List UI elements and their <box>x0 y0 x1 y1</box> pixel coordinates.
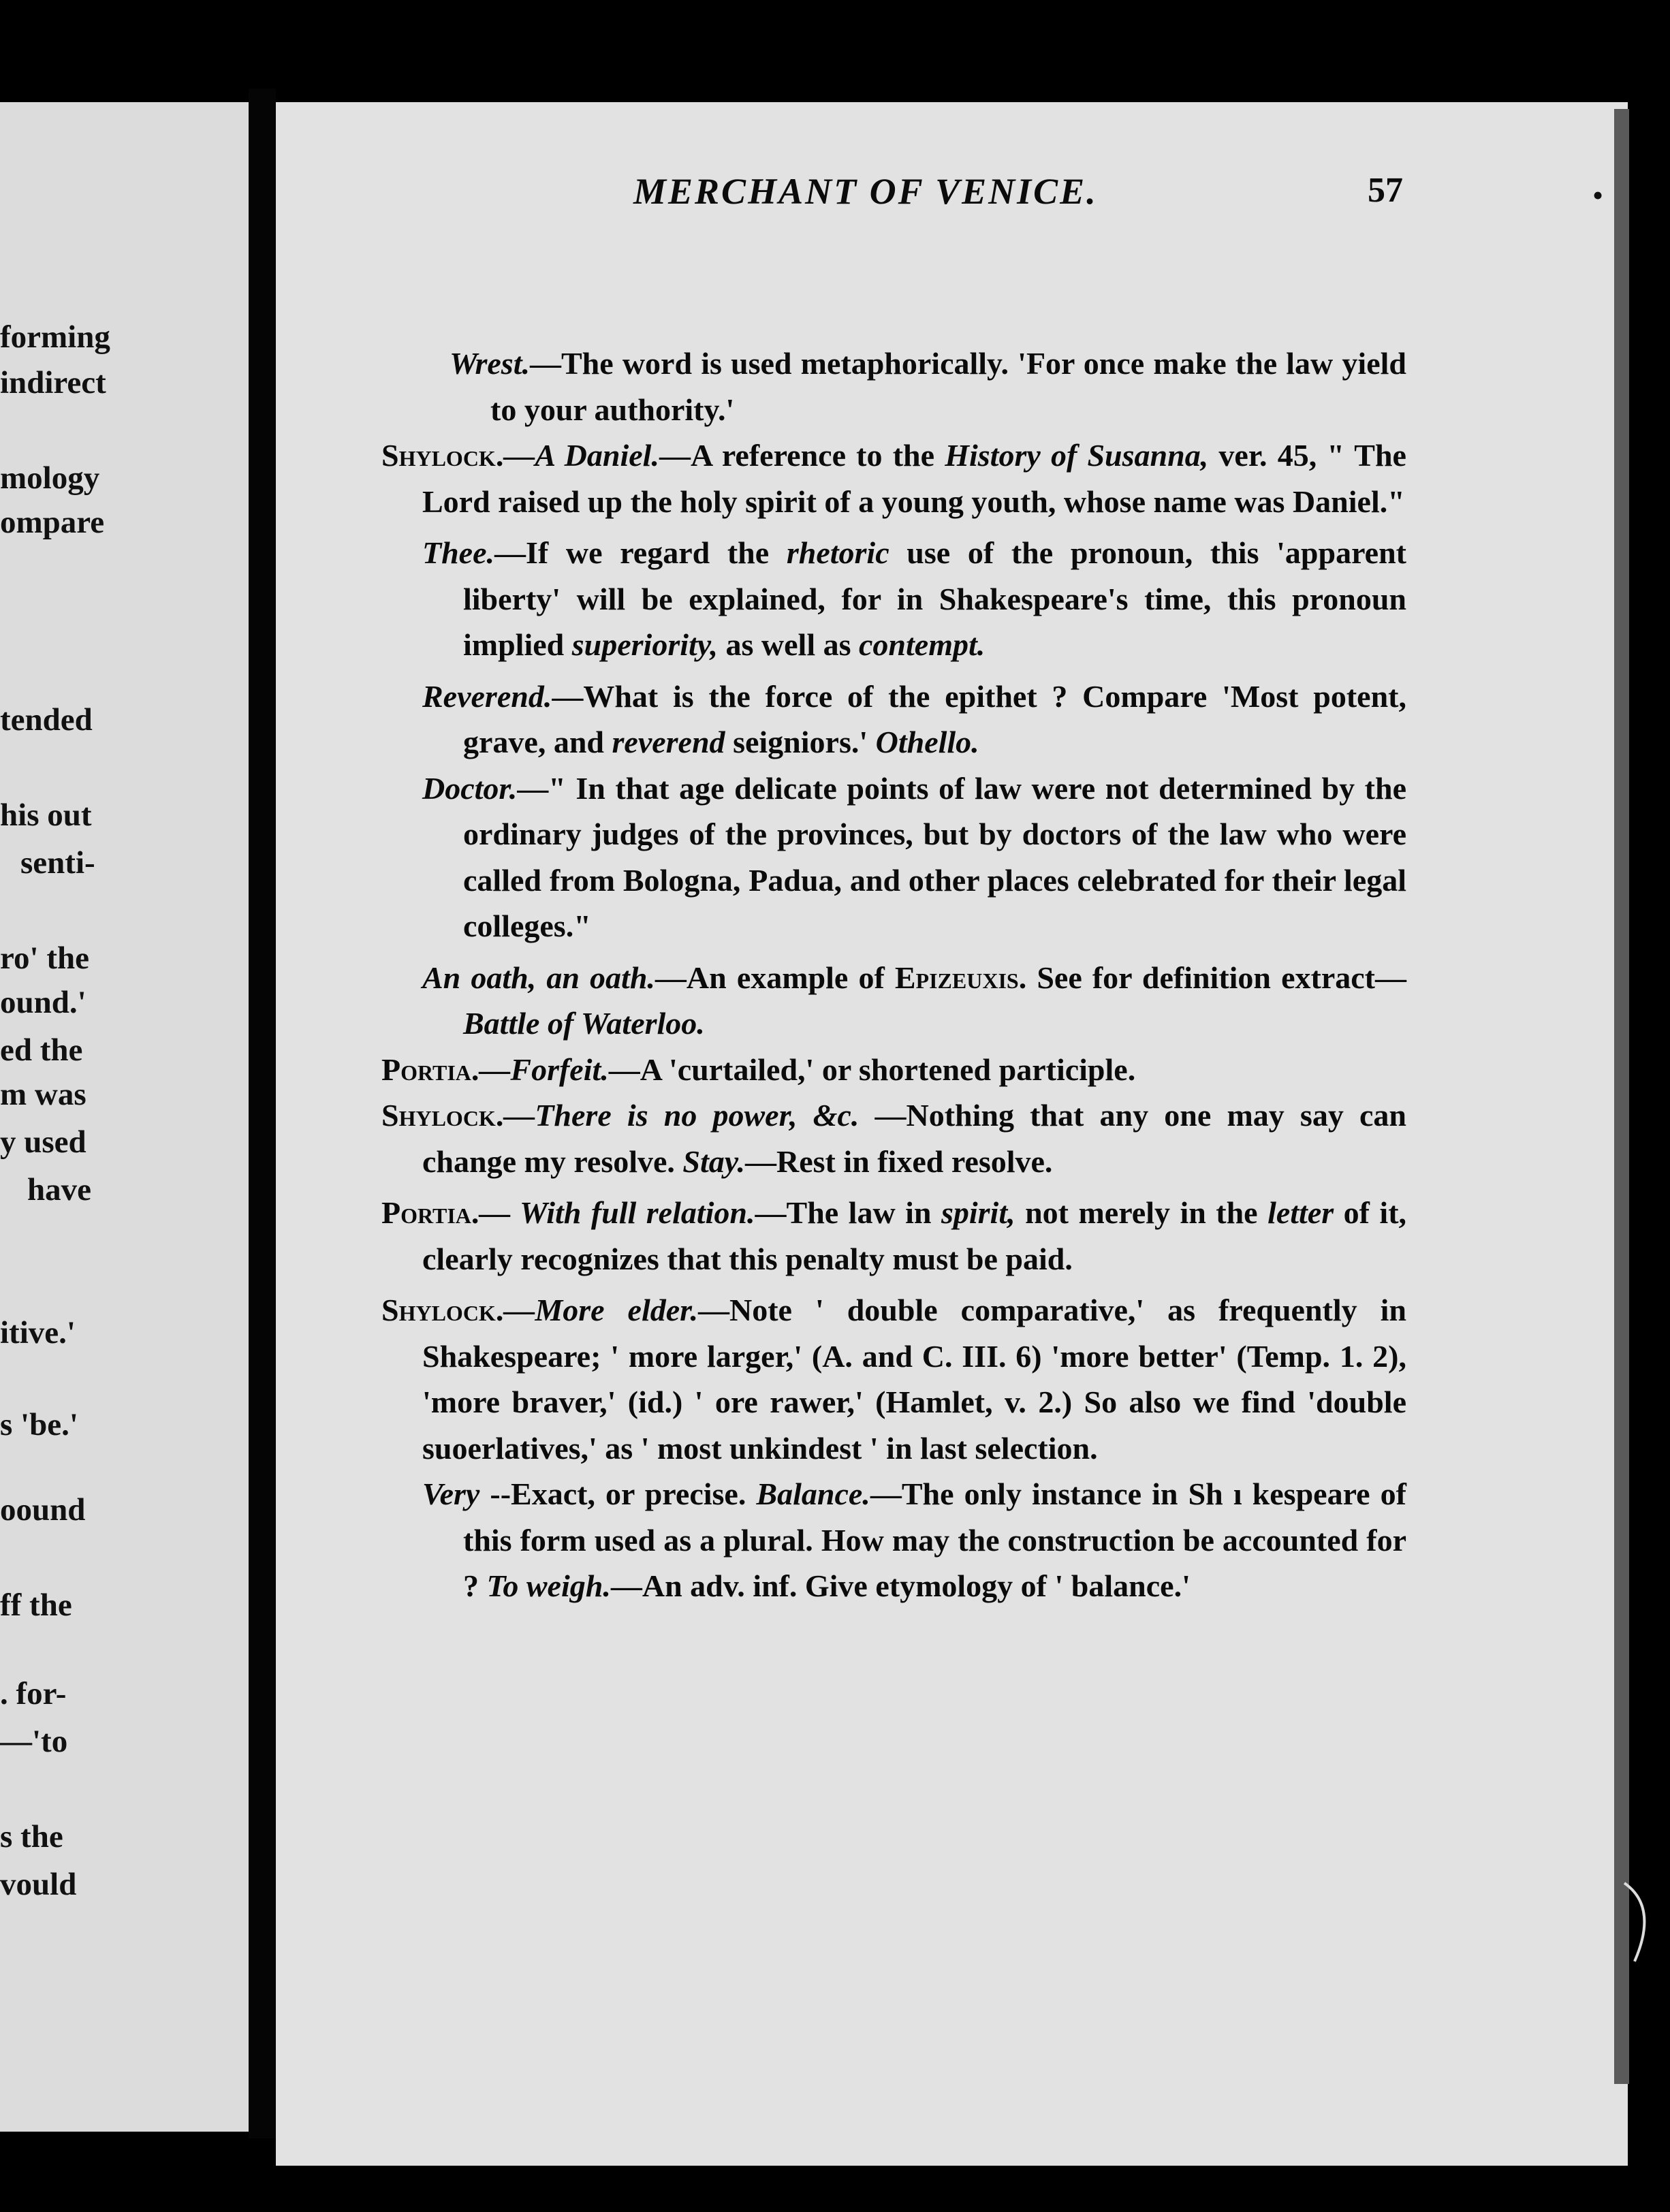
speaker-name: Portia. <box>381 1052 479 1087</box>
note-entry <box>381 1190 1407 1282</box>
note-text: —The law in <box>755 1195 941 1230</box>
note-entry <box>381 1047 1406 1093</box>
book-gutter <box>249 89 276 2138</box>
left-page-text: vould <box>0 1867 77 1902</box>
left-page-text: itive.' <box>0 1315 76 1350</box>
left-page-text: s the <box>0 1819 63 1854</box>
running-title: MERCHANT OF VENICE. <box>633 171 1098 212</box>
speaker-name: Shylock. <box>381 1293 504 1327</box>
left-page-text: senti- <box>20 845 95 881</box>
left-page-text: forming <box>0 319 110 355</box>
left-page-text: ed the <box>0 1032 83 1068</box>
left-page-text: indirect <box>0 365 106 400</box>
note-lemma: —There is no power, &c. <box>503 1098 860 1133</box>
note-text: --Exact, or precise. <box>479 1476 757 1511</box>
note-text: of it, clearly recognizes that this penalty must be paid. <box>422 1195 1407 1276</box>
note-lemma: Wrest. <box>450 346 530 381</box>
speaker-name: Portia. <box>381 1195 479 1230</box>
note-emphasis: Othello. <box>875 725 979 759</box>
left-page-text: . for- <box>0 1676 67 1711</box>
left-page-text: tended <box>0 702 93 738</box>
left-page-text: mology <box>0 460 100 496</box>
left-page-text: ound.' <box>0 985 86 1020</box>
note-entry <box>422 1471 1406 1609</box>
note-text: ver. 45, " The Lord raised up the holy spirit of a young youth, whose name was Daniel." <box>422 438 1406 519</box>
note-text: use of the pronoun, this 'apparent liberty' will be explained, for in Shakespeare's time, this pronoun implied <box>463 535 1406 662</box>
note-emphasis: To weigh. <box>486 1568 611 1603</box>
note-lemma: Thee. <box>422 535 495 570</box>
note-entry <box>381 432 1406 524</box>
note-emphasis: Balance. <box>756 1476 870 1511</box>
note-text: See for definition extract— <box>1026 960 1407 995</box>
margin-curve-mark <box>1621 1880 1662 1968</box>
note-text: —If we regard the <box>494 535 787 570</box>
note-reference: History of Susanna, <box>945 438 1209 473</box>
note-text: not merely in the <box>1015 1195 1268 1230</box>
page-header <box>633 170 1403 225</box>
note-text: —An adv. inf. Give etymology of ' balance.' <box>610 1568 1191 1603</box>
note-lemma: An oath, an oath. <box>422 960 655 995</box>
note-lemma: — With full relation. <box>479 1195 755 1230</box>
left-page-text: ff the <box>0 1587 72 1623</box>
note-entry <box>422 765 1406 949</box>
left-page-text: —'to <box>0 1724 68 1759</box>
left-page-text: ompare <box>0 505 105 540</box>
note-lemma: Reverend. <box>422 678 552 714</box>
note-text: —The word is used metaphorically. 'For once make the law yield to your authority.' <box>490 346 1406 427</box>
note-term: Epizeuxis. <box>894 960 1027 995</box>
note-text: —A 'curtailed,' or shortened participle. <box>608 1052 1136 1087</box>
note-text: as well as <box>718 627 860 662</box>
note-emphasis: rhetoric <box>786 535 889 570</box>
note-text: —" In that age delicate points of law were not determined by the ordinary judges of the provinces, but by doctors of the law who were called from Bologna, Padua, and other places celebrated for their legal colleges." <box>463 770 1406 943</box>
note-lemma: —A Daniel. <box>503 438 659 473</box>
note-lemma: Very <box>422 1476 480 1511</box>
left-page-text: have <box>27 1172 91 1207</box>
note-text: —Nothing that any one may say can change my resolve. <box>422 1098 1406 1179</box>
speaker-name: Shylock. <box>381 1098 504 1133</box>
note-emphasis: Battle of Waterloo. <box>463 1006 705 1041</box>
note-entry <box>381 1092 1406 1184</box>
left-page-text: s 'be.' <box>0 1407 78 1442</box>
note-emphasis: spirit, <box>941 1195 1015 1230</box>
left-page-text: his out <box>0 797 92 833</box>
note-emphasis: Stay. <box>682 1143 745 1179</box>
note-entry <box>422 674 1406 765</box>
note-text: —The only instance in Sh ı kespeare of this form used as a plural. How may the construction be accounted for ? <box>463 1476 1406 1603</box>
note-entry <box>422 530 1406 668</box>
note-text: —What is the force of the epithet ? Compare 'Most potent, grave, and <box>463 678 1406 759</box>
scan-speck: • <box>1592 178 1604 212</box>
note-text: —A reference to the <box>659 438 945 473</box>
note-text: —Rest in fixed resolve. <box>745 1143 1053 1179</box>
note-text: —An example of <box>655 960 895 995</box>
speaker-name: Shylock. <box>381 438 504 473</box>
notes-body <box>381 341 1406 1609</box>
note-emphasis: reverend <box>612 725 725 759</box>
left-page-fragment <box>0 102 249 2132</box>
left-page-text: m was <box>0 1077 86 1112</box>
note-entry <box>450 341 1406 432</box>
page-number: 57 <box>1368 171 1403 210</box>
note-text: —Note ' double comparative,' as frequently in Shakespeare; ' more larger,' (A. and C. III. 6) 'more better' (Temp. 1. 2), 'more braver,' (id.) ' ore rawer,' (Hamlet, v. 2.) So also we find 'double suoerlatives,' as ' most unkindest ' in last selection. <box>422 1293 1406 1466</box>
note-emphasis: superiority, <box>571 627 719 662</box>
note-lemma: —More elder. <box>503 1293 699 1327</box>
note-text: seigniors.' <box>725 725 876 759</box>
left-page-text: y used <box>0 1124 86 1160</box>
note-lemma: —Forfeit. <box>479 1052 609 1087</box>
note-emphasis: contempt. <box>859 627 986 662</box>
note-emphasis: letter <box>1267 1195 1334 1230</box>
left-page-text: ro' the <box>0 941 89 976</box>
left-page-text: oound <box>0 1492 86 1528</box>
page-edge <box>1614 109 1629 2084</box>
note-lemma: Doctor. <box>422 770 518 806</box>
note-entry <box>381 1287 1406 1471</box>
note-entry <box>422 955 1407 1047</box>
